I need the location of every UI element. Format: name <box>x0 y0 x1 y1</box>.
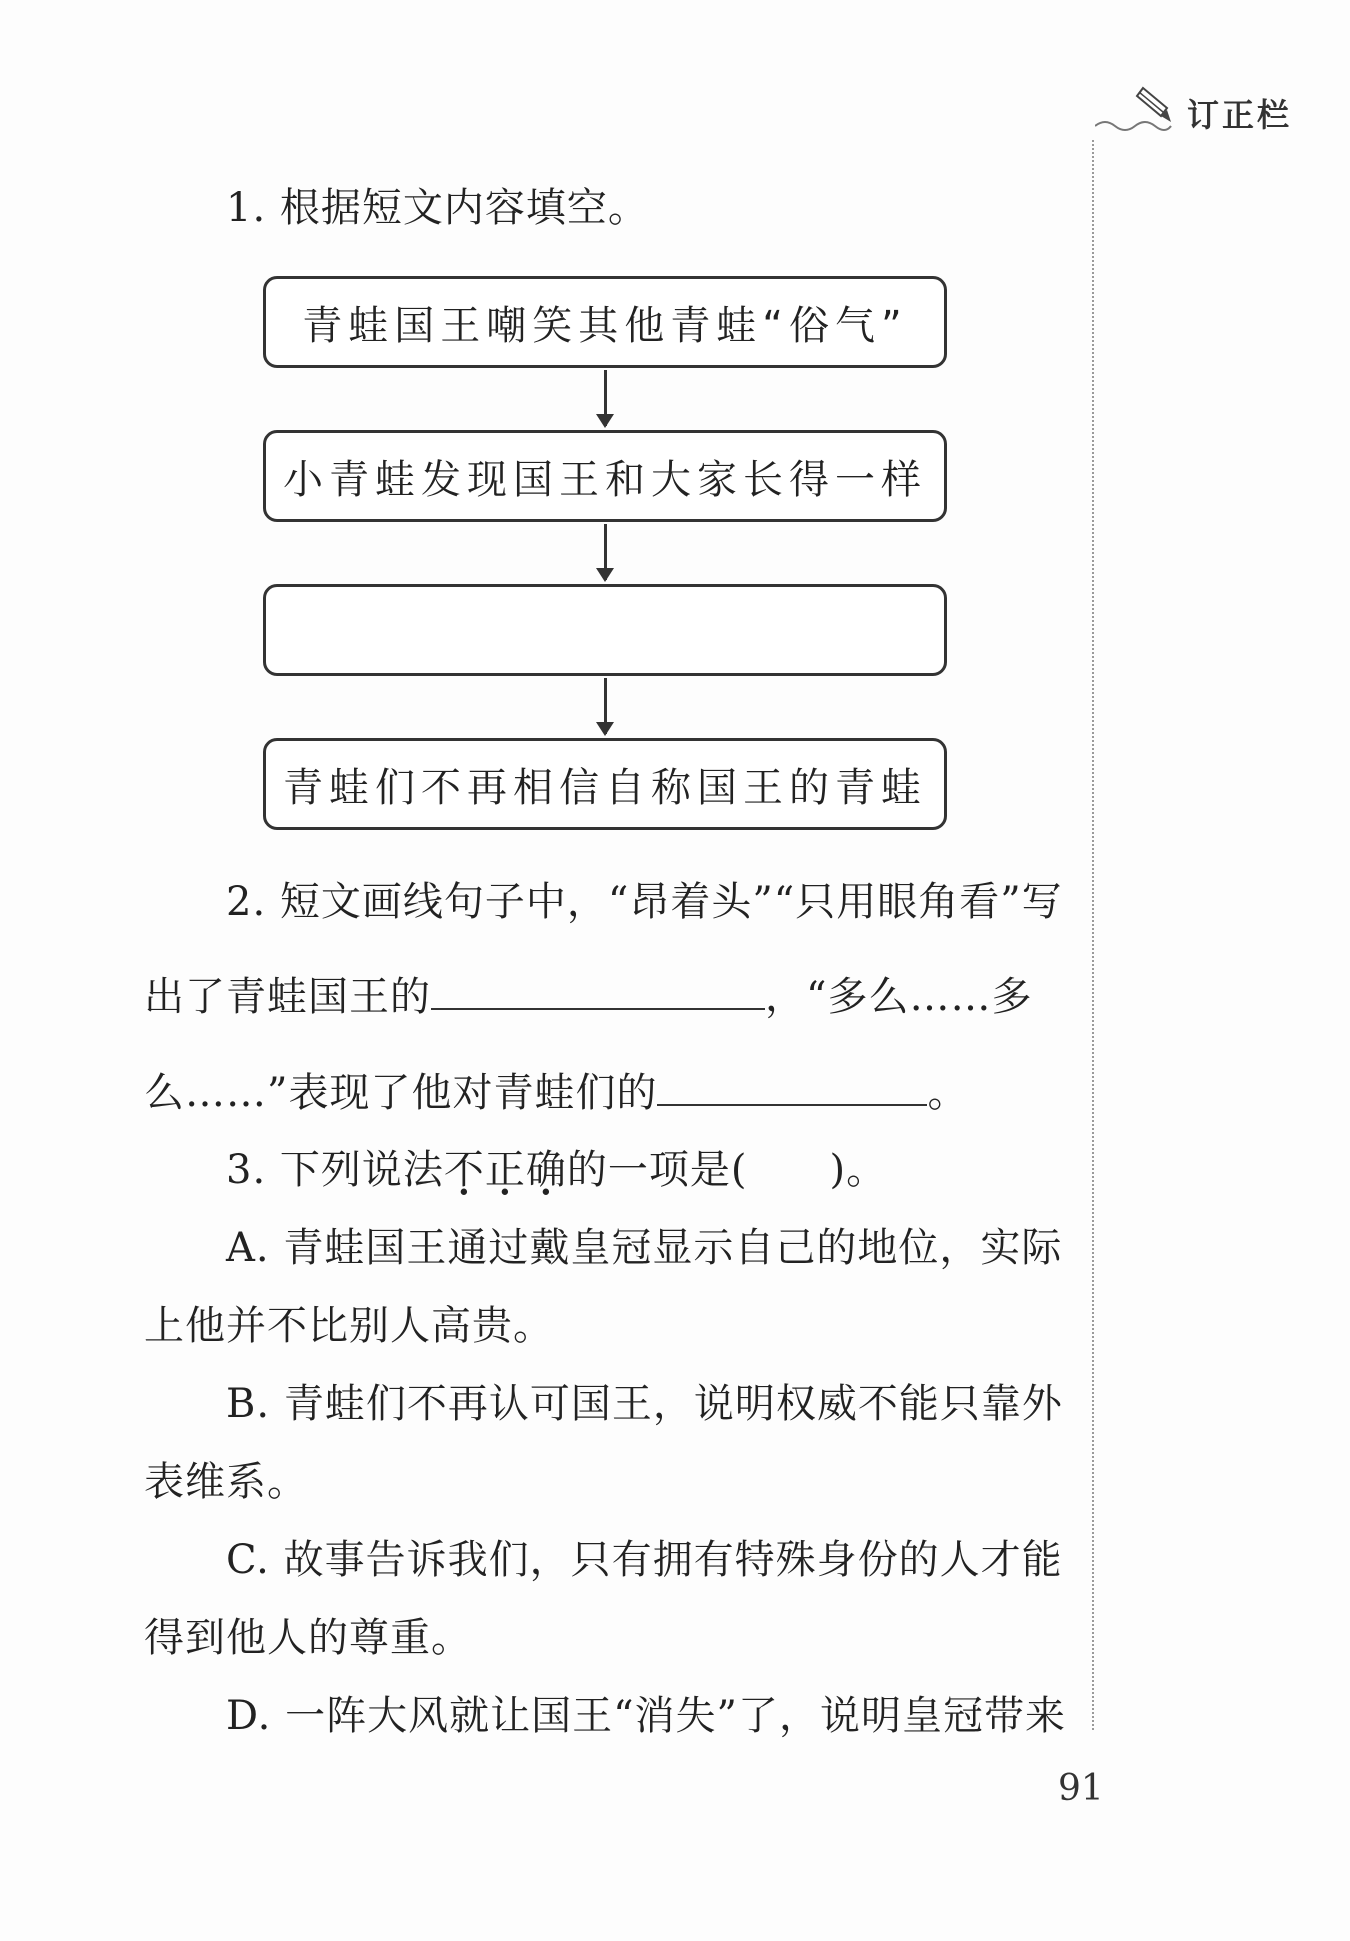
q3-option-a-line2: 上他并不比别人高贵。 <box>144 1303 554 1349</box>
q3-option-c-line1: C. 故事告诉我们，只有拥有特殊身份的人才能 <box>226 1537 1063 1583</box>
q2-line3-pre: 么……”表现了他对青蛙们的 <box>144 1070 658 1116</box>
q3-emph-char-2: 正 <box>484 1147 526 1193</box>
q3-option-c-line2: 得到他人的尊重。 <box>144 1615 472 1661</box>
q3-stem <box>226 1146 887 1194</box>
q3-option-b-line2: 表维系。 <box>144 1459 308 1505</box>
q3-emph-char-3: 确 <box>525 1147 567 1193</box>
flow-arrow-2 <box>604 524 607 580</box>
flow-step-4: 青蛙们不再相信自称国王的青蛙 <box>263 738 947 830</box>
correction-divider <box>1092 140 1094 1730</box>
q2-blank-2[interactable] <box>657 1068 927 1106</box>
flow-step-3-blank[interactable] <box>263 584 947 676</box>
pencil-icon <box>1095 78 1195 138</box>
flow-arrow-1 <box>604 370 607 426</box>
q3-option-a-line1: A. 青蛙国王通过戴皇冠显示自己的地位，实际 <box>226 1225 1063 1271</box>
q3-option-d-line1: D. 一阵大风就让国王“消失”了，说明皇冠带来 <box>226 1693 1066 1739</box>
page-number: 91 <box>1058 1768 1104 1809</box>
q2-line3-post: 。 <box>927 1070 969 1116</box>
q3-stem-pre: 3. 下列说法 <box>226 1147 444 1193</box>
q3-option-b-line1: B. 青蛙们不再认可国王，说明权威不能只靠外 <box>226 1381 1063 1427</box>
q2-line3 <box>144 1068 968 1117</box>
q3-stem-post: 的一项是( )。 <box>566 1147 888 1193</box>
q2-line1: 2. 短文画线句子中，“昂着头”“只用眼角看”写 <box>226 879 1063 925</box>
q1-heading: 1. 根据短文内容填空。 <box>226 185 649 231</box>
flow-step-1: 青蛙国王嘲笑其他青蛙“俗气” <box>263 276 947 368</box>
q2-blank-1[interactable] <box>431 972 765 1010</box>
flow-step-2: 小青蛙发现国王和大家长得一样 <box>263 430 947 522</box>
q2-line2-pre: 出了青蛙国王的 <box>144 974 431 1020</box>
flow-arrow-3 <box>604 678 607 734</box>
q3-emph-char-1: 不 <box>443 1147 485 1193</box>
q2-line2 <box>144 972 1032 1021</box>
correction-header <box>1095 78 1335 138</box>
q2-line2-post: ，“多么……多 <box>765 974 1033 1020</box>
correction-title: 订正栏 <box>1187 96 1293 134</box>
